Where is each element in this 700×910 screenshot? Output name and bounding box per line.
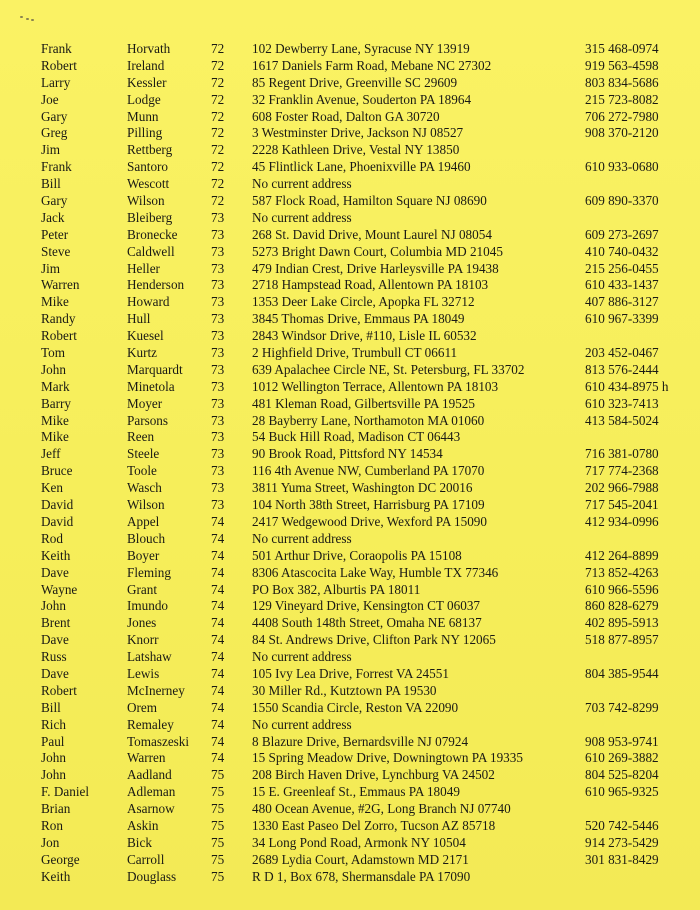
first-name: Mike [41, 294, 69, 310]
roster-row [0, 210, 700, 227]
class-year: 74 [211, 699, 225, 715]
phone-number: 610 966-5596 [585, 581, 659, 597]
first-name: Jim [41, 142, 61, 158]
roster-row [0, 125, 700, 142]
roster-row [0, 413, 700, 430]
phone-number: 716 381-0780 [585, 446, 659, 462]
last-name: Adleman [127, 784, 176, 800]
last-name: Aadland [127, 767, 172, 783]
first-name: Paul [41, 733, 65, 749]
roster-row [0, 548, 700, 565]
first-name: David [41, 497, 74, 513]
address: 85 Regent Drive, Greenville SC 29609 [252, 74, 458, 90]
phone-number: 610 433-1437 [585, 277, 659, 293]
address: 30 Miller Rd., Kutztown PA 19530 [252, 682, 437, 698]
first-name: Bill [41, 176, 61, 192]
first-name: F. Daniel [41, 784, 90, 800]
address: 129 Vineyard Drive, Kensington CT 06037 [252, 598, 481, 614]
class-year: 72 [211, 142, 225, 158]
address: 2689 Lydia Court, Adamstown MD 2171 [252, 851, 469, 867]
roster-row [0, 750, 700, 767]
class-year: 72 [211, 57, 225, 73]
phone-number: 908 370-2120 [585, 125, 659, 141]
roster-row [0, 277, 700, 294]
first-name: Ron [41, 817, 63, 833]
phone-number: 610 965-9325 [585, 784, 659, 800]
class-year: 74 [211, 716, 225, 732]
address: 4408 South 148th Street, Omaha NE 68137 [252, 615, 482, 631]
address: 90 Brook Road, Pittsford NY 14534 [252, 446, 443, 462]
roster-row [0, 261, 700, 278]
first-name: Wayne [41, 581, 78, 597]
first-name: Robert [41, 328, 77, 344]
last-name: Kurtz [127, 345, 158, 361]
roster-row [0, 683, 700, 700]
roster-row [0, 700, 700, 717]
last-name: Imundo [127, 598, 169, 614]
last-name: Horvath [127, 41, 171, 56]
roster-row [0, 649, 700, 666]
address: 2228 Kathleen Drive, Vestal NY 13850 [252, 142, 460, 158]
class-year: 72 [211, 91, 225, 107]
first-name: Brent [41, 615, 71, 631]
first-name: Frank [41, 41, 72, 56]
first-name: John [41, 361, 66, 377]
last-name: Kuesel [127, 328, 164, 344]
address: 3845 Thomas Drive, Emmaus PA 18049 [252, 311, 465, 327]
first-name: Jim [41, 260, 61, 276]
address: 3 Westminster Drive, Jackson NJ 08527 [252, 125, 464, 141]
class-year: 74 [211, 581, 225, 597]
roster-row [0, 159, 700, 176]
phone-number: 717 774-2368 [585, 463, 659, 479]
address: 28 Bayberry Lane, Northamoton MA 01060 [252, 412, 485, 428]
roster-row [0, 142, 700, 159]
roster-row [0, 92, 700, 109]
roster-row [0, 109, 700, 126]
last-name: Wilson [127, 497, 165, 513]
first-name: Rich [41, 716, 66, 732]
class-year: 73 [211, 328, 225, 344]
address: 8306 Atascocita Lake Way, Humble TX 77346 [252, 564, 499, 580]
roster-row [0, 784, 700, 801]
first-name: Keith [41, 868, 71, 884]
address: No current address [252, 649, 352, 665]
first-name: Robert [41, 682, 77, 698]
class-year: 73 [211, 497, 225, 513]
roster-row [0, 734, 700, 751]
first-name: Larry [41, 74, 71, 90]
last-name: Wilson [127, 193, 165, 209]
class-year: 74 [211, 750, 225, 766]
address: 1012 Wellington Terrace, Allentown PA 18103 [252, 378, 499, 394]
first-name: Warren [41, 277, 80, 293]
address: 15 Spring Meadow Drive, Downingtown PA 19335 [252, 750, 523, 766]
address: 104 North 38th Street, Harrisburg PA 17109 [252, 497, 485, 513]
last-name: Boyer [127, 547, 160, 563]
roster-row [0, 41, 700, 58]
address: 1353 Deer Lake Circle, Apopka FL 32712 [252, 294, 475, 310]
first-name: Gary [41, 193, 68, 209]
address: 2 Highfield Drive, Trumbull CT 06611 [252, 345, 458, 361]
address: 1617 Daniels Farm Road, Mebane NC 27302 [252, 57, 492, 73]
first-name: Russ [41, 649, 67, 665]
phone-number: 804 525-8204 [585, 767, 659, 783]
roster-row [0, 345, 700, 362]
address: 2417 Wedgewood Drive, Wexford PA 15090 [252, 513, 487, 529]
address: 608 Foster Road, Dalton GA 30720 [252, 108, 440, 124]
phone-number: 713 852-4263 [585, 564, 659, 580]
roster-row [0, 497, 700, 514]
roster-row [0, 446, 700, 463]
last-name: Wescott [127, 176, 170, 192]
roster-row [0, 666, 700, 683]
roster-row [0, 311, 700, 328]
first-name: David [41, 513, 74, 529]
address: 481 Kleman Road, Gilbertsville PA 19525 [252, 395, 475, 411]
first-name: John [41, 767, 66, 783]
first-name: Ken [41, 480, 63, 496]
first-name: Brian [41, 801, 71, 817]
phone-number: 215 723-8082 [585, 91, 659, 107]
phone-number: 315 468-0974 [585, 41, 659, 56]
first-name: Mike [41, 429, 69, 445]
class-year: 72 [211, 125, 225, 141]
phone-number: 908 953-9741 [585, 733, 659, 749]
address: 3811 Yuma Street, Washington DC 20016 [252, 480, 473, 496]
class-year: 74 [211, 649, 225, 665]
first-name: Frank [41, 159, 72, 175]
address: 1550 Scandia Circle, Reston VA 22090 [252, 699, 459, 715]
roster-row [0, 717, 700, 734]
address: 639 Apalachee Circle NE, St. Petersburg, FL 33702 [252, 361, 525, 377]
address: PO Box 382, Alburtis PA 18011 [252, 581, 421, 597]
address: 15 E. Greenleaf St., Emmaus PA 18049 [252, 784, 460, 800]
class-year: 73 [211, 345, 225, 361]
class-year: 74 [211, 598, 225, 614]
roster-row [0, 852, 700, 869]
first-name: Dave [41, 632, 69, 648]
phone-number: 914 273-5429 [585, 834, 659, 850]
last-name: Orem [127, 699, 158, 715]
last-name: Munn [127, 108, 159, 124]
address: 32 Franklin Avenue, Souderton PA 18964 [252, 91, 472, 107]
phone-number: 202 966-7988 [585, 480, 659, 496]
first-name: Greg [41, 125, 68, 141]
first-name: Dave [41, 665, 69, 681]
class-year: 73 [211, 446, 225, 462]
phone-number: 706 272-7980 [585, 108, 659, 124]
address: No current address [252, 530, 352, 546]
last-name: Remaley [127, 716, 174, 732]
last-name: Kessler [127, 74, 167, 90]
phone-number: 610 269-3882 [585, 750, 659, 766]
address: 479 Indian Crest, Drive Harleysville PA 19438 [252, 260, 499, 276]
address: 2843 Windsor Drive, #110, Lisle IL 60532 [252, 328, 477, 344]
phone-number: 203 452-0467 [585, 345, 659, 361]
address: 54 Buck Hill Road, Madison CT 06443 [252, 429, 461, 445]
phone-number: 410 740-0432 [585, 243, 659, 259]
last-name: Caldwell [127, 243, 175, 259]
roster-row [0, 835, 700, 852]
first-name: Keith [41, 547, 71, 563]
last-name: Latshaw [127, 649, 172, 665]
last-name: Henderson [127, 277, 185, 293]
class-year: 73 [211, 209, 225, 225]
address: No current address [252, 176, 352, 192]
last-name: Reen [127, 429, 155, 445]
last-name: Tomaszeski [127, 733, 190, 749]
address: 1330 East Paseo Del Zorro, Tucson AZ 85718 [252, 817, 496, 833]
phone-number: 803 834-5686 [585, 74, 659, 90]
last-name: Hull [127, 311, 151, 327]
first-name: Steve [41, 243, 71, 259]
first-name: Bill [41, 699, 61, 715]
roster-row [0, 429, 700, 446]
last-name: Bick [127, 834, 152, 850]
address: 5273 Bright Dawn Court, Columbia MD 21045 [252, 243, 503, 259]
first-name: Joe [41, 91, 59, 107]
address: 116 4th Avenue NW, Cumberland PA 17070 [252, 463, 485, 479]
class-year: 74 [211, 530, 225, 546]
last-name: Appel [127, 513, 160, 529]
last-name: Moyer [127, 395, 163, 411]
address: No current address [252, 209, 352, 225]
roster-row [0, 615, 700, 632]
address: R D 1, Box 678, Shermansdale PA 17090 [252, 868, 471, 884]
first-name: Jeff [41, 446, 61, 462]
last-name: Carroll [127, 851, 165, 867]
class-year: 72 [211, 41, 225, 56]
class-year: 73 [211, 311, 225, 327]
address: 102 Dewberry Lane, Syracuse NY 13919 [252, 41, 470, 56]
address: 268 St. David Drive, Mount Laurel NJ 08054 [252, 226, 492, 242]
first-name: Mark [41, 378, 70, 394]
phone-number: 609 890-3370 [585, 193, 659, 209]
roster-row [0, 227, 700, 244]
address: 208 Birch Haven Drive, Lynchburg VA 24502 [252, 767, 495, 783]
class-year: 74 [211, 513, 225, 529]
roster-row [0, 582, 700, 599]
address: 587 Flock Road, Hamilton Square NJ 08690 [252, 193, 487, 209]
class-year: 73 [211, 395, 225, 411]
roster-row [0, 818, 700, 835]
last-name: Grant [127, 581, 158, 597]
phone-number: 804 385-9544 [585, 665, 659, 681]
roster-row [0, 632, 700, 649]
roster-row [0, 193, 700, 210]
address: 480 Ocean Avenue, #2G, Long Branch NJ 07740 [252, 801, 511, 817]
phone-number: 610 967-3399 [585, 311, 659, 327]
phone-number: 413 584-5024 [585, 412, 659, 428]
smudge-mark [20, 16, 34, 22]
class-year: 75 [211, 767, 225, 783]
last-name: Askin [127, 817, 159, 833]
class-year: 75 [211, 834, 225, 850]
last-name: Bleiberg [127, 209, 173, 225]
roster-row [0, 244, 700, 261]
roster-row [0, 565, 700, 582]
last-name: Wasch [127, 480, 162, 496]
last-name: Rettberg [127, 142, 173, 158]
first-name: Barry [41, 395, 72, 411]
roster-row [0, 767, 700, 784]
phone-number: 412 934-0996 [585, 513, 659, 529]
phone-number: 407 886-3127 [585, 294, 659, 310]
phone-number: 610 933-0680 [585, 159, 659, 175]
class-year: 75 [211, 817, 225, 833]
class-year: 74 [211, 564, 225, 580]
roster-row [0, 531, 700, 548]
roster-row [0, 480, 700, 497]
last-name: Parsons [127, 412, 169, 428]
last-name: Lewis [127, 665, 160, 681]
last-name: Steele [127, 446, 160, 462]
last-name: Ireland [127, 57, 165, 73]
last-name: Jones [127, 615, 157, 631]
class-year: 73 [211, 480, 225, 496]
class-year: 75 [211, 851, 225, 867]
phone-number: 813 576-2444 [585, 361, 659, 377]
last-name: Warren [127, 750, 166, 766]
class-year: 74 [211, 733, 225, 749]
class-year: 73 [211, 378, 225, 394]
last-name: Heller [127, 260, 160, 276]
roster-row [0, 75, 700, 92]
last-name: Blouch [127, 530, 166, 546]
first-name: Gary [41, 108, 68, 124]
last-name: Bronecke [127, 226, 178, 242]
roster-row [0, 463, 700, 480]
class-year: 72 [211, 176, 225, 192]
first-name: Randy [41, 311, 76, 327]
phone-number: 860 828-6279 [585, 598, 659, 614]
address: No current address [252, 716, 352, 732]
roster-row [0, 396, 700, 413]
first-name: Peter [41, 226, 69, 242]
roster-row [0, 801, 700, 818]
alumni-roster [0, 41, 700, 886]
phone-number: 609 273-2697 [585, 226, 659, 242]
last-name: Knorr [127, 632, 159, 648]
class-year: 73 [211, 412, 225, 428]
phone-number: 610 323-7413 [585, 395, 659, 411]
phone-number: 717 545-2041 [585, 497, 659, 513]
first-name: Dave [41, 564, 69, 580]
roster-row [0, 379, 700, 396]
first-name: Bruce [41, 463, 73, 479]
phone-number: 215 256-0455 [585, 260, 659, 276]
class-year: 72 [211, 74, 225, 90]
last-name: Minetola [127, 378, 175, 394]
address: 105 Ivy Lea Drive, Forrest VA 24551 [252, 665, 449, 681]
class-year: 74 [211, 632, 225, 648]
class-year: 75 [211, 801, 225, 817]
last-name: Howard [127, 294, 170, 310]
last-name: Asarnow [127, 801, 175, 817]
first-name: Robert [41, 57, 77, 73]
class-year: 74 [211, 682, 225, 698]
roster-row [0, 58, 700, 75]
first-name: John [41, 598, 66, 614]
last-name: Santoro [127, 159, 169, 175]
roster-row [0, 362, 700, 379]
roster-row [0, 328, 700, 345]
first-name: Jon [41, 834, 60, 850]
roster-row [0, 176, 700, 193]
first-name: Jack [41, 209, 65, 225]
roster-row [0, 514, 700, 531]
address: 2718 Hampstead Road, Allentown PA 18103 [252, 277, 489, 293]
first-name: Tom [41, 345, 65, 361]
first-name: Rod [41, 530, 63, 546]
class-year: 73 [211, 463, 225, 479]
phone-number: 412 264-8899 [585, 547, 659, 563]
first-name: Mike [41, 412, 69, 428]
class-year: 74 [211, 665, 225, 681]
phone-number: 301 831-8429 [585, 851, 659, 867]
roster-row [0, 869, 700, 886]
roster-row [0, 294, 700, 311]
class-year: 73 [211, 277, 225, 293]
class-year: 72 [211, 108, 225, 124]
phone-number: 402 895-5913 [585, 615, 659, 631]
class-year: 74 [211, 547, 225, 563]
phone-number: 919 563-4598 [585, 57, 659, 73]
class-year: 73 [211, 361, 225, 377]
class-year: 75 [211, 784, 225, 800]
class-year: 75 [211, 868, 225, 884]
phone-number: 520 742-5446 [585, 817, 659, 833]
phone-number: 703 742-8299 [585, 699, 659, 715]
last-name: Pilling [127, 125, 163, 141]
roster-row [0, 598, 700, 615]
class-year: 73 [211, 260, 225, 276]
last-name: Lodge [127, 91, 161, 107]
phone-number: 518 877-8957 [585, 632, 659, 648]
first-name: George [41, 851, 80, 867]
address: 34 Long Pond Road, Armonk NY 10504 [252, 834, 466, 850]
last-name: Toole [127, 463, 157, 479]
last-name: Marquardt [127, 361, 183, 377]
address: 45 Flintlick Lane, Phoenixville PA 19460 [252, 159, 471, 175]
class-year: 74 [211, 615, 225, 631]
class-year: 73 [211, 226, 225, 242]
class-year: 72 [211, 159, 225, 175]
address: 501 Arthur Drive, Coraopolis PA 15108 [252, 547, 462, 563]
last-name: McInerney [127, 682, 185, 698]
first-name: John [41, 750, 66, 766]
address: 84 St. Andrews Drive, Clifton Park NY 12065 [252, 632, 496, 648]
class-year: 73 [211, 294, 225, 310]
phone-number: 610 434-8975 h [585, 378, 669, 394]
address: 8 Blazure Drive, Bernardsville NJ 07924 [252, 733, 469, 749]
class-year: 73 [211, 429, 225, 445]
last-name: Douglass [127, 868, 177, 884]
last-name: Fleming [127, 564, 171, 580]
class-year: 73 [211, 243, 225, 259]
class-year: 72 [211, 193, 225, 209]
